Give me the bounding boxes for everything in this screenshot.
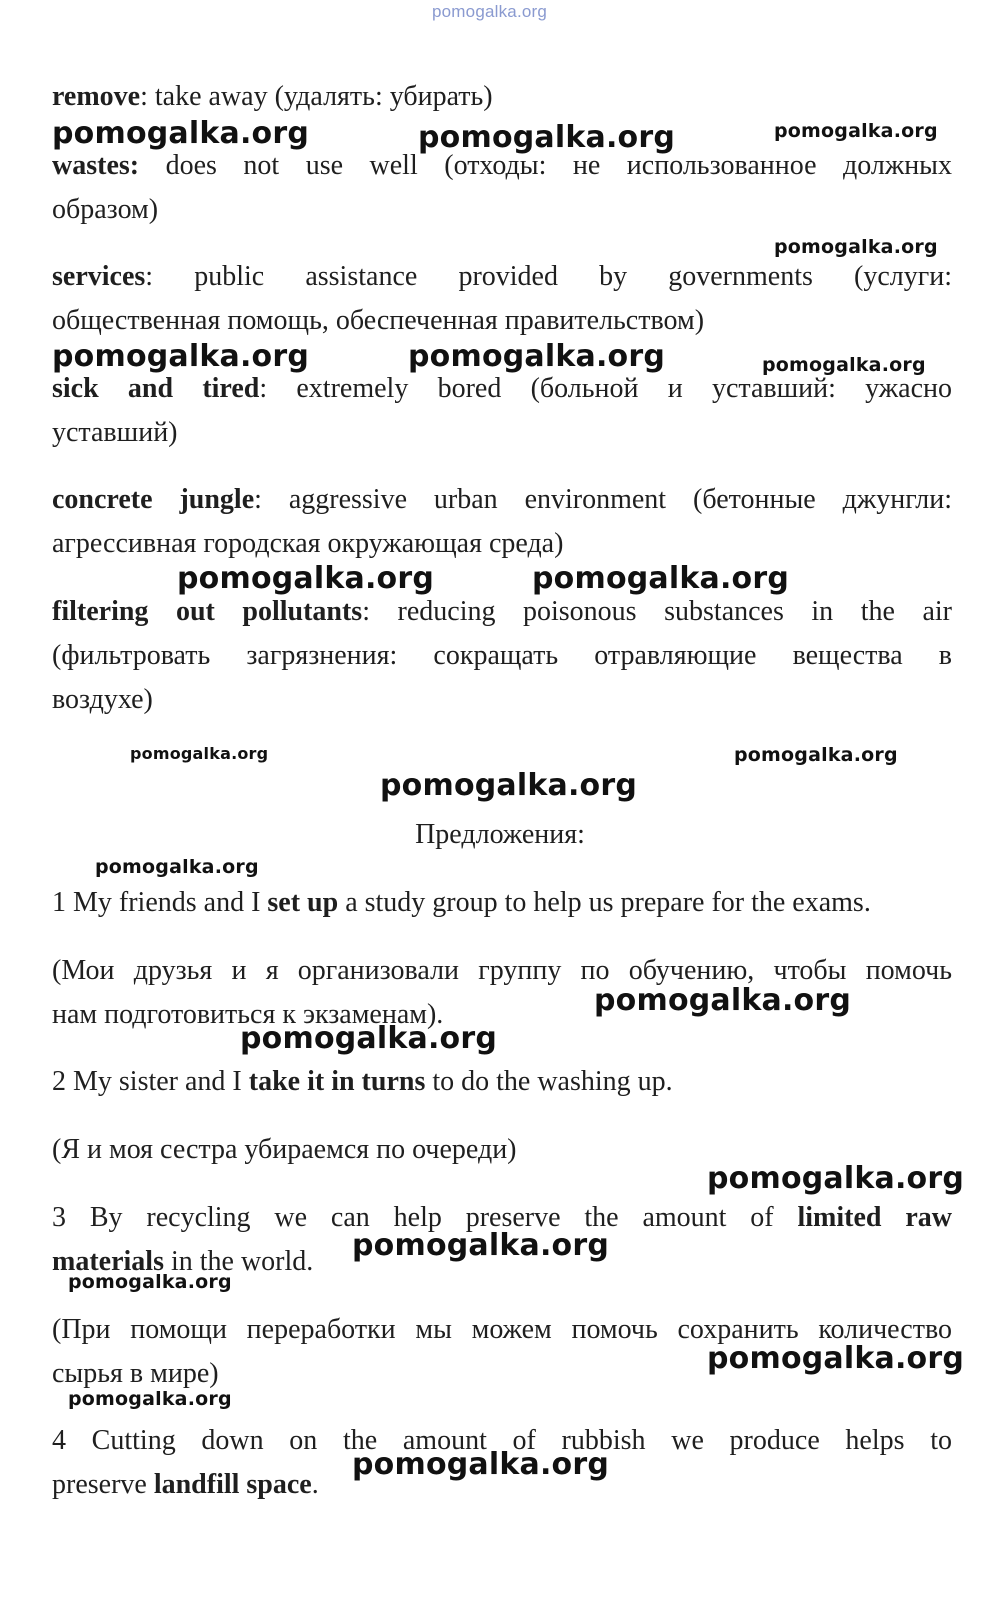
vocab-entry-services <box>52 254 952 300</box>
sentence-1 <box>52 880 952 926</box>
text: in the world. <box>163 1246 314 1277</box>
term: sick and tired <box>52 373 260 404</box>
watermark: pomogalka.org <box>68 1388 232 1410</box>
definition: extremely bored (больной и уставший: ужасно <box>267 373 952 404</box>
watermark: pomogalka.org <box>240 1021 498 1056</box>
phrase: materials <box>52 1246 164 1277</box>
vocab-entry-wastes-cont: образом) <box>52 194 159 225</box>
phrase: limited raw <box>797 1202 952 1233</box>
sep: : <box>362 596 370 627</box>
watermark: pomogalka.org <box>418 120 676 155</box>
sentence-1-translation-cont: нам подготовиться к экзаменам). <box>52 999 444 1030</box>
watermark: pomogalka.org <box>707 1341 965 1376</box>
sep: : <box>145 261 154 292</box>
vocab-entry-concrete-jungle <box>52 477 952 523</box>
definition: aggressive urban environment (бетонные джунгли: <box>261 484 952 515</box>
definition: take away (удалять: убирать) <box>147 81 493 112</box>
sentence-2-translation: (Я и моя сестра убираемся по очереди) <box>52 1134 517 1165</box>
phrase: landfill space <box>153 1469 312 1500</box>
sep: : <box>140 81 148 112</box>
watermark: pomogalka.org <box>352 1447 610 1482</box>
section-heading: Предложения: <box>415 819 585 850</box>
watermark: pomogalka.org <box>52 339 310 374</box>
watermark: pomogalka.org <box>532 561 790 596</box>
sentence-3-translation-cont: сырья в мире) <box>52 1358 219 1389</box>
sep: : <box>259 373 268 404</box>
watermark: pomogalka.org <box>774 120 938 142</box>
watermark: pomogalka.org <box>52 116 310 151</box>
watermark: pomogalka.org <box>774 236 938 258</box>
sentence-4: 4 Cutting down on the amount of rubbish we produce helps to <box>52 1425 952 1456</box>
watermark: pomogalka.org <box>352 1228 610 1263</box>
term: filtering out pollutants <box>52 596 363 627</box>
vocab-entry-services-cont: общественная помощь, обеспеченная правительством) <box>52 305 705 336</box>
sentence-3-translation: (При помощи переработки мы можем помочь сохранить количество <box>52 1314 952 1345</box>
vocab-entry-remove <box>52 74 952 120</box>
watermark: pomogalka.org <box>408 339 666 374</box>
watermark: pomogalka.org <box>130 744 269 763</box>
watermark: pomogalka.org <box>762 354 926 376</box>
watermark: pomogalka.org <box>68 1271 232 1293</box>
vocab-entry-concrete-jungle-cont: агрессивная городская окружающая среда) <box>52 528 564 559</box>
term: remove <box>52 81 141 112</box>
watermark: pomogalka.org <box>380 768 638 803</box>
term: services <box>52 261 146 292</box>
sentence-2 <box>52 1059 952 1105</box>
definition: public assistance provided by governments (услуги: <box>153 261 952 292</box>
term: concrete jungle <box>52 484 255 515</box>
text: 2 My sister and I <box>52 1066 249 1097</box>
watermark: pomogalka.org <box>95 856 259 878</box>
sep: : <box>254 484 262 515</box>
text: preserve <box>52 1469 154 1500</box>
header-watermark: pomogalka.org <box>432 2 548 21</box>
text: a study group to help us prepare for the exams. <box>338 887 871 918</box>
definition: does not use well (отходы: не использованное должных <box>139 150 952 181</box>
vocab-entry-filtering-cont-1: (фильтровать загрязнения: сокращать отравляющие вещества в <box>52 640 952 671</box>
phrase: take it in turns <box>248 1066 426 1097</box>
text: 1 My friends and I <box>52 887 268 918</box>
watermark: pomogalka.org <box>177 561 435 596</box>
watermark: pomogalka.org <box>734 744 898 766</box>
watermark: pomogalka.org <box>594 983 852 1018</box>
vocab-entry-filtering-cont-2: воздухе) <box>52 684 153 715</box>
vocab-entry-sick-and-tired-cont: уставший) <box>52 417 178 448</box>
definition: reducing poisonous substances in the air <box>369 596 952 627</box>
watermark: pomogalka.org <box>707 1161 965 1196</box>
phrase: set up <box>267 887 339 918</box>
text: to do the washing up. <box>425 1066 673 1097</box>
sentence-1-translation: (Мои друзья и я организовали группу по обучению, чтобы помочь <box>52 955 952 986</box>
term: wastes: <box>52 150 140 181</box>
text: . <box>311 1469 319 1500</box>
text: 3 By recycling we can help preserve the amount of <box>52 1202 798 1233</box>
